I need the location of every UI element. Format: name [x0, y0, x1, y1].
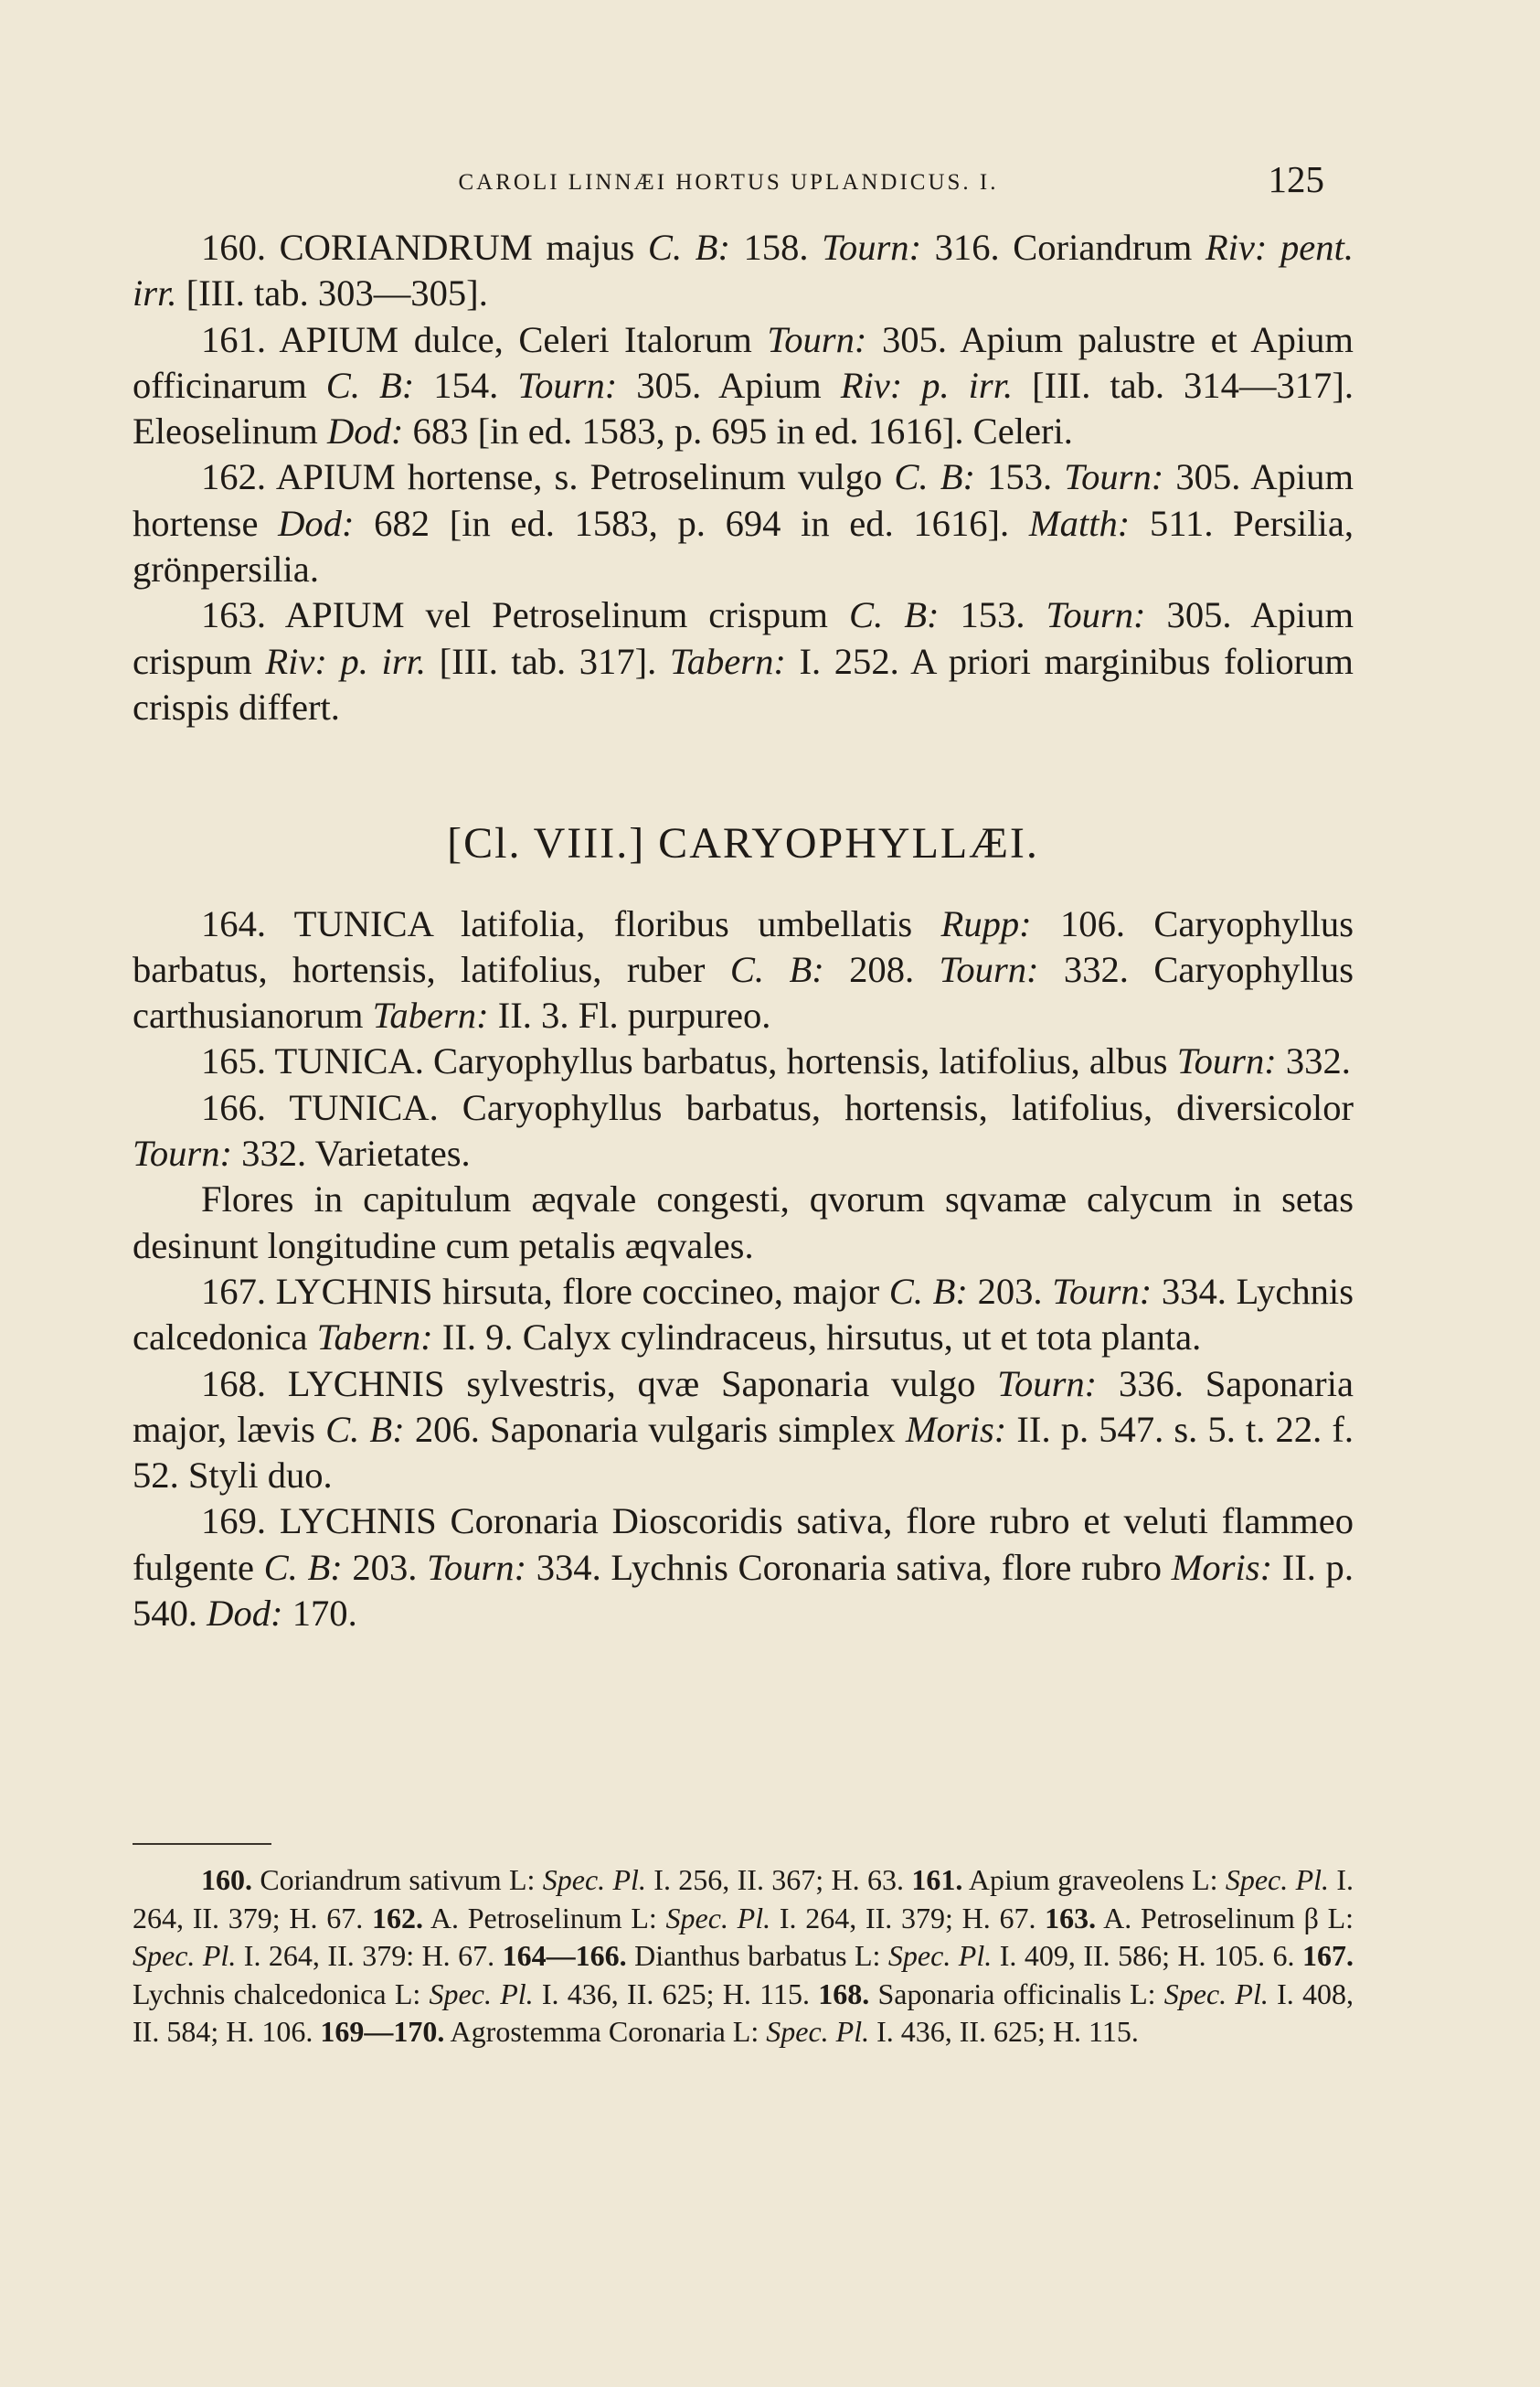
entry-163: 163. APIUM vel Petroselinum crispum C. B: 153. Tourn: 305. Apium crispum Riv: p. irr. [III. tab. 317]. Tabern: I. 252. A priori marginibus foliorum crispis differt. [133, 594, 1354, 728]
entry-164: 164. TUNICA latifolia, floribus umbellatis Rupp: 106. Caryophyllus barbatus, hortensis, latifolius, ruber C. B: 208. Tourn: 332. Caryophyllus carthusianorum Tabern: II. 3. Fl. purpureo. [133, 902, 1354, 1037]
footnote-divider [133, 1843, 271, 1845]
section-heading: [Cl. VIII.] CARYOPHYLLÆI. [447, 819, 1039, 868]
running-head-title: CAROLI LINNÆI HORTUS UPLANDICUS. I. [458, 170, 999, 195]
genus-name: APIUM [275, 456, 396, 498]
entry-161: 161. APIUM dulce, Celeri Italorum Tourn: 305. Apium palustre et Apium officinarum C. B: 154. Tourn: 305. Apium Riv: p. irr. [III. tab. 314—317]. Eleoselinum Dod: 683 [in ed. 1583, p. 695 in ed. 1616]. Celeri. [133, 318, 1354, 453]
entry-160: 160. CORIANDRUM majus C. B: 158. Tourn: 316. Coriandrum Riv: pent. irr. [III. tab. 303—305]. [133, 227, 1354, 314]
entry-166: 166. TUNICA. Caryophyllus barbatus, hortensis, latifolius, diversicolor Tourn: 332. Varietates. [133, 1086, 1354, 1175]
main-text [133, 225, 1354, 1636]
genus-name: TUNICA [289, 1086, 430, 1128]
genus-name: APIUM [284, 594, 405, 636]
entry-167: 167. LYCHNIS hirsuta, flore coccineo, major C. B: 203. Tourn: 334. Lychnis calcedonica Tabern: II. 9. Calyx cylindraceus, hirsutus, ut et tota planta. [133, 1270, 1354, 1359]
genus-name: TUNICA [293, 902, 432, 944]
running-head [133, 157, 1324, 212]
footnote-block: 160. Coriandrum sativum L: Spec. Pl. I. 256, II. 367; H. 63. 161. Apium graveolens L: Spec. Pl. I. 264, II. 379; H. 67. 162. A. Petroselinum L: Spec. Pl. I. 264, II. 379; H. 67. 163. A. Petroselinum β L: Spec. Pl. I. 264, II. 379: H. 67. 164—166. Dianthus barbatus L: Spec. Pl. I. 409, II. 586; H. 105. 6. 167. Lychnis chalcedonica L: Spec. Pl. I. 436, II. 625; H. 115. 168. Saponaria officinalis L: Spec. Pl. I. 408, II. 584; H. 106. 169—170. Agrostemma Coronaria L: Spec. Pl. I. 436, II. 625; H. 115. [133, 1863, 1354, 2048]
genus-name: CORIANDRUM [279, 227, 533, 268]
entry-165: 165. TUNICA. Caryophyllus barbatus, hortensis, latifolius, albus Tourn: 332. [201, 1040, 1351, 1082]
page-number: 125 [1268, 158, 1324, 200]
genus-name: LYCHNIS [287, 1362, 445, 1404]
footnotes [133, 1861, 1354, 2051]
genus-name: LYCHNIS [279, 1500, 437, 1542]
entry-169: 169. LYCHNIS Coronaria Dioscoridis sativa, flore rubro et veluti flammeo fulgente C. B: 203. Tourn: 334. Lychnis Coronaria sativa, flore rubro Moris: II. p. 540. Dod: 170. [133, 1500, 1354, 1635]
entry-166-note: Flores in capitulum æqvale congesti, qvorum sqvamæ calycum in setas desinunt longitudine cum petalis æqvales. [133, 1178, 1354, 1266]
genus-name: LYCHNIS [275, 1270, 433, 1312]
genus-name: TUNICA [274, 1040, 415, 1082]
entry-168: 168. LYCHNIS sylvestris, qvæ Saponaria vulgo Tourn: 336. Saponaria major, lævis C. B: 206. Saponaria vulgaris simplex Moris: II. p. 547. s. 5. t. 22. f. 52. Styli duo. [133, 1362, 1354, 1497]
entry-162: 162. APIUM hortense, s. Petroselinum vulgo C. B: 153. Tourn: 305. Apium hortense Dod: 682 [in ed. 1583, p. 694 in ed. 1616]. Matth: 511. Persilia, grönpersilia. [133, 456, 1354, 591]
genus-name: APIUM [279, 318, 399, 360]
